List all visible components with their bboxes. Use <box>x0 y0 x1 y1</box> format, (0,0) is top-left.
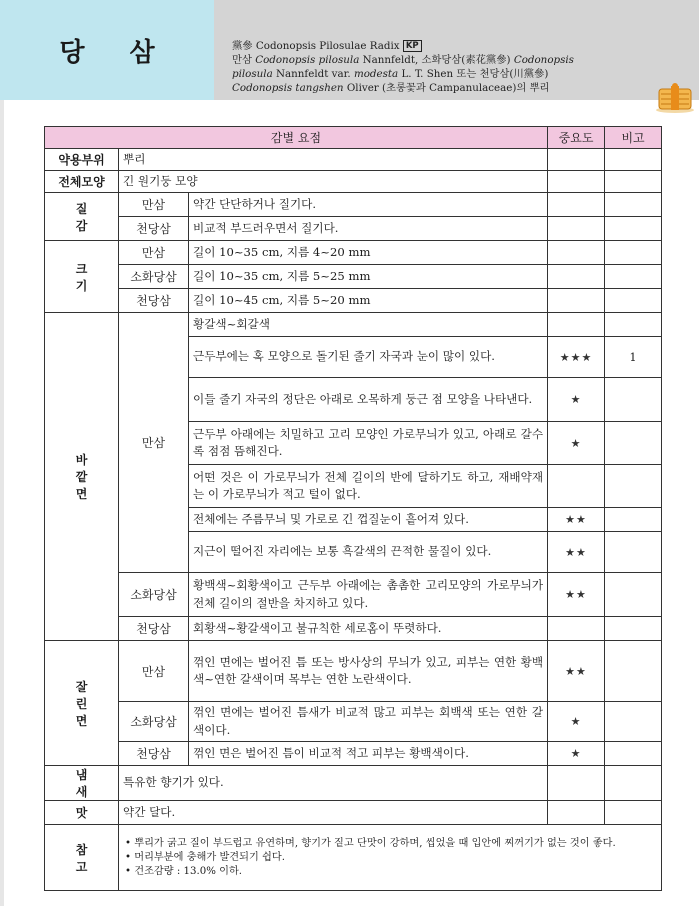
table-row <box>45 289 662 313</box>
species-author: Nannfeldt, 소화당삼(素花黨參) <box>362 54 511 66</box>
table-row <box>45 217 662 241</box>
row-text: 근두부에는 혹 모양으로 돌기된 줄기 자국과 눈이 많이 있다. <box>189 337 548 378</box>
importance-cell <box>548 217 605 241</box>
remark-cell <box>605 217 662 241</box>
species-author: Oliver (초롱꽃과 Campanulaceae)의 뿌리 <box>346 82 550 94</box>
species-latin: Codonopsis tangshen <box>232 82 344 94</box>
row-label: 전체모양 <box>45 171 119 193</box>
importance-cell <box>548 766 605 801</box>
sub-label: 만삼 <box>119 193 189 217</box>
remark-cell <box>605 641 662 702</box>
reference-notes <box>119 825 662 891</box>
row-text: 이들 줄기 자국의 정단은 아래로 오목하게 둥근 점 모양을 나타낸다. <box>189 378 548 422</box>
species-author: Nannfeldt var. <box>276 68 351 80</box>
table-row <box>45 742 662 766</box>
sub-label: 천당삼 <box>119 289 189 313</box>
remark-cell <box>605 702 662 742</box>
importance-stars: ★ <box>548 742 605 766</box>
importance-cell <box>548 193 605 217</box>
species-name: 만삼 <box>232 54 252 66</box>
importance-cell <box>548 801 605 825</box>
remark-cell <box>605 742 662 766</box>
row-text: 지근이 떨어진 자리에는 보통 흑갈색의 끈적한 물질이 있다. <box>189 532 548 573</box>
remark-cell <box>605 171 662 193</box>
reference-item: • 뿌리가 굵고 질이 부드럽고 유연하며, 향기가 짙고 단맛이 강하며, 씹었을 때 입안에 찌꺼기가 없는 것이 좋다. <box>125 837 616 849</box>
row-label: 맛 <box>45 801 119 825</box>
remark-note <box>605 532 662 573</box>
importance-cell <box>548 265 605 289</box>
remark-cell <box>605 617 662 641</box>
importance-stars <box>548 465 605 508</box>
drug-name: 黨參 Codonopsis Pilosulae Radix <box>232 40 400 52</box>
row-label: 냄 새 <box>45 766 119 801</box>
importance-stars: ★★★ <box>548 337 605 378</box>
row-text: 어떤 것은 이 가로무늬가 전체 길이의 반에 달하기도 하고, 재배약재는 이 가로무늬가 적고 털이 없다. <box>189 465 548 508</box>
remark-cell <box>605 289 662 313</box>
importance-stars: ★★ <box>548 573 605 617</box>
remark-note <box>605 465 662 508</box>
row-text: 긴 원기둥 모양 <box>119 171 548 193</box>
remark-note <box>605 422 662 465</box>
importance-stars <box>548 313 605 337</box>
sub-label: 만삼 <box>119 241 189 265</box>
row-text: 꺾인 면은 벌어진 틈이 비교적 적고 피부는 황백색이다. <box>189 742 548 766</box>
row-label: 참 고 <box>45 825 119 891</box>
remark-cell <box>605 573 662 617</box>
row-text: 황백색~회황색이고 근두부 아래에는 촘촘한 고리모양의 가로무늬가 전체 길이의 절반을 차지하고 있다. <box>189 573 548 617</box>
sub-label: 천당삼 <box>119 617 189 641</box>
row-label: 약용부위 <box>45 149 119 171</box>
table-row <box>45 573 662 617</box>
row-text: 꺾인 면에는 벌어진 틈새가 비교적 많고 피부는 회백색 또는 연한 갈색이다. <box>189 702 548 742</box>
sub-label: 천당삼 <box>119 217 189 241</box>
header-line-1 <box>232 39 660 53</box>
importance-cell <box>548 617 605 641</box>
table-row <box>45 171 662 193</box>
row-text: 회황색~황갈색이고 불규칙한 세로홈이 뚜렷하다. <box>189 617 548 641</box>
remark-cell <box>605 149 662 171</box>
remark-cell <box>605 193 662 217</box>
row-label: 질 감 <box>45 193 119 241</box>
table-row <box>45 241 662 265</box>
page-title: 당 삼 <box>59 37 173 68</box>
species-latin: Codonopsis pilosula <box>255 54 360 66</box>
header-line-2 <box>232 53 660 67</box>
table-row <box>45 265 662 289</box>
species-author: L. T. Shen 또는 천당삼(川黨參) <box>401 68 549 80</box>
importance-stars: ★★ <box>548 641 605 702</box>
row-text: 길이 10~45 cm, 지름 5~20 mm <box>189 289 548 313</box>
row-text: 전체에는 주름무늬 및 가로로 긴 껍질눈이 흩어져 있다. <box>189 508 548 532</box>
row-label: 크 기 <box>45 241 119 313</box>
kp-badge: KP <box>403 40 422 52</box>
page-edge-rule <box>0 0 4 906</box>
title-block <box>0 0 214 100</box>
remark-cell <box>605 801 662 825</box>
importance-cell <box>548 289 605 313</box>
identification-table <box>44 126 662 891</box>
remark-cell <box>605 265 662 289</box>
sub-label: 만삼 <box>119 641 189 702</box>
table-row <box>45 825 662 891</box>
row-text: 뿌리 <box>119 149 548 171</box>
sub-label: 천당삼 <box>119 742 189 766</box>
sub-label: 소화당삼 <box>119 265 189 289</box>
table-row <box>45 702 662 742</box>
species-variety: modesta <box>353 68 399 80</box>
importance-stars: ★ <box>548 702 605 742</box>
table-row <box>45 313 662 337</box>
species-latin: pilosula <box>232 68 273 80</box>
row-text: 약간 단단하거나 질기다. <box>189 193 548 217</box>
row-text: 약간 달다. <box>119 801 548 825</box>
table-row <box>45 766 662 801</box>
row-text: 비교적 부드러우면서 질기다. <box>189 217 548 241</box>
sub-label: 만삼 <box>119 313 189 573</box>
importance-stars: ★ <box>548 378 605 422</box>
reference-item: • 머리부분에 충해가 발견되기 쉽다. <box>125 851 285 863</box>
species-latin: Codonopsis <box>513 54 574 66</box>
row-text: 길이 10~35 cm, 지름 4~20 mm <box>189 241 548 265</box>
table-header-row <box>45 127 662 149</box>
col-header-main: 감별 요점 <box>45 127 548 149</box>
reference-item: • 건조감량 : 13.0% 이하. <box>125 865 243 877</box>
importance-cell <box>548 149 605 171</box>
table-row <box>45 617 662 641</box>
remark-cell <box>605 766 662 801</box>
row-text: 길이 10~35 cm, 지름 5~25 mm <box>189 265 548 289</box>
sub-label: 소화당삼 <box>119 573 189 617</box>
row-text: 근두부 아래에는 치밀하고 고리 모양인 가로무늬가 있고, 아래로 갈수록 점점 뜸해진다. <box>189 422 548 465</box>
importance-cell <box>548 171 605 193</box>
col-header-remark: 비고 <box>605 127 662 149</box>
row-text: 특유한 향기가 있다. <box>119 766 548 801</box>
importance-stars: ★ <box>548 422 605 465</box>
remark-note <box>605 313 662 337</box>
header-line-4 <box>232 81 660 95</box>
table-row <box>45 801 662 825</box>
remark-note: 1 <box>605 337 662 378</box>
row-text: 황갈색~회갈색 <box>189 313 548 337</box>
remark-note <box>605 378 662 422</box>
remark-cell <box>605 241 662 265</box>
col-header-importance: 중요도 <box>548 127 605 149</box>
botanical-description <box>232 39 660 95</box>
remark-note <box>605 508 662 532</box>
importance-stars: ★★ <box>548 532 605 573</box>
row-label: 잘 린 면 <box>45 641 119 766</box>
importance-stars: ★★ <box>548 508 605 532</box>
herb-bundle-icon <box>652 80 698 114</box>
importance-cell <box>548 241 605 265</box>
sub-label: 소화당삼 <box>119 702 189 742</box>
row-label: 바 깥 면 <box>45 313 119 641</box>
table-row <box>45 193 662 217</box>
table-row <box>45 149 662 171</box>
header-line-3 <box>232 67 660 81</box>
table-row <box>45 641 662 702</box>
row-text: 꺾인 면에는 벌어진 틈 또는 방사상의 무늬가 있고, 피부는 연한 황백색~연한 갈색이며 목부는 연한 노란색이다. <box>189 641 548 702</box>
